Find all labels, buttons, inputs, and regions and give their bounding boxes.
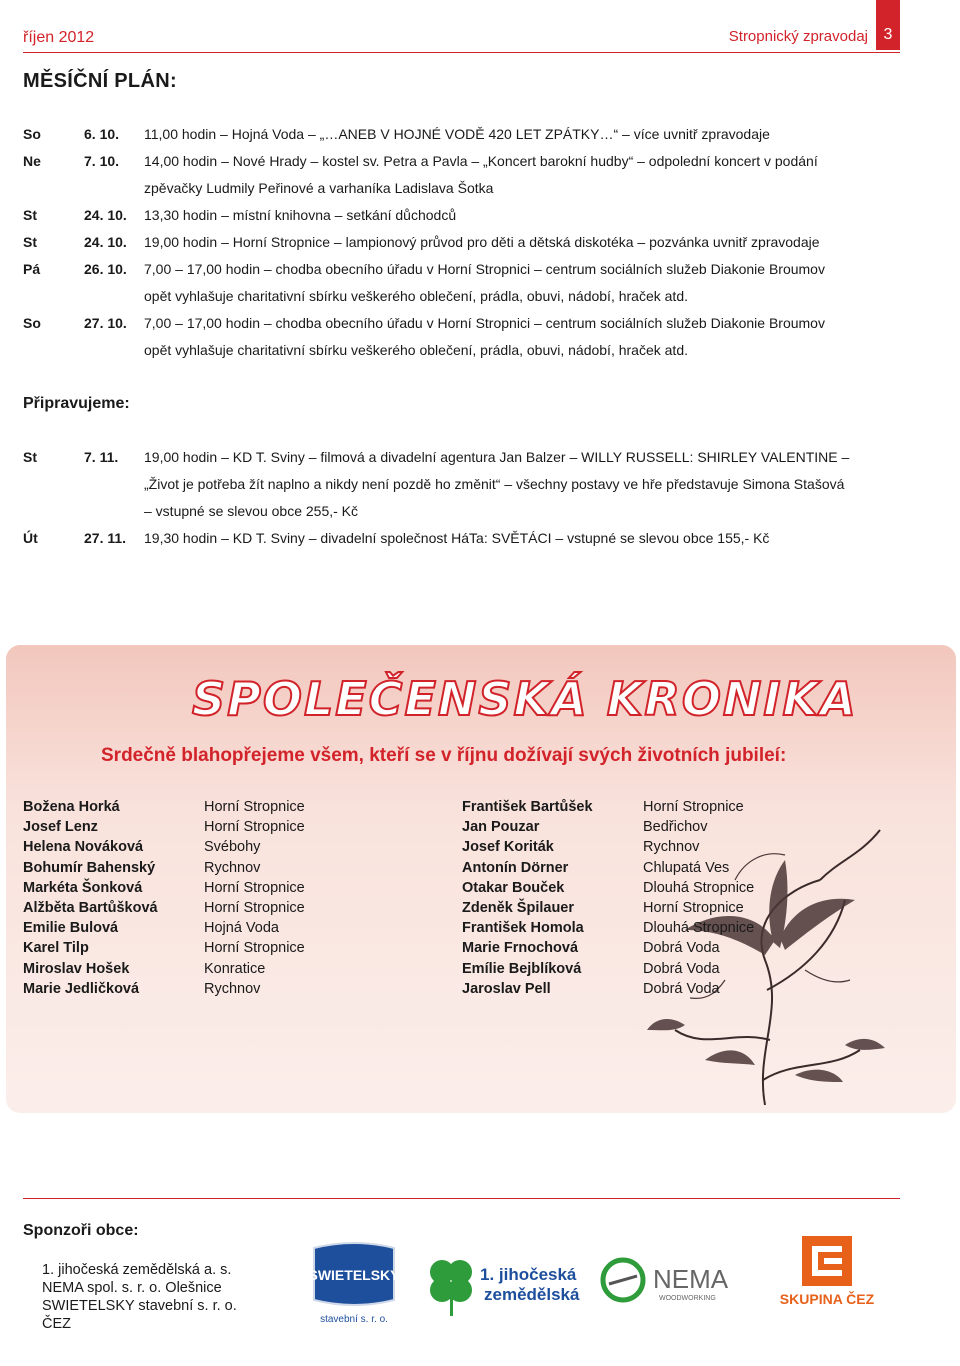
- jubilant-place: Hojná Voda: [204, 920, 279, 937]
- schedule-text: 7,00 – 17,00 hodin – chodba obecního úřadu v Horní Stropnici – centrum sociálních služeb Diakonie Broumov: [144, 261, 825, 277]
- jubilant-name: Bohumír Bahenský: [23, 859, 156, 876]
- schedule-row: [23, 310, 903, 364]
- jubilant-name: František Bartůšek: [462, 799, 593, 815]
- schedule-row: [23, 256, 903, 310]
- jubilant-name: Božena Horká: [23, 799, 120, 815]
- schedule-text: 19,00 hodin – KD T. Sviny – filmová a divadelní agentura Jan Balzer – WILLY RUSSELL: SHIRLEY VALENTINE –: [144, 449, 850, 465]
- jubilant-place: Horní Stropnice: [204, 799, 305, 815]
- jubilant-place: Rychnov: [204, 859, 261, 876]
- schedule-text: „Život je potřeba žít naplno a nikdy není pozdě ho změnit“ – všechny postavy ve hře představuje Simona Stašová: [144, 476, 845, 492]
- monthly-plan-list: [23, 121, 903, 364]
- schedule-day: Út: [23, 530, 38, 546]
- upcoming-list: [23, 444, 903, 552]
- jubilant-name: Helena Nováková: [23, 839, 144, 856]
- schedule-date: 7. 10.: [84, 153, 120, 169]
- jubilant-place: Horní Stropnice: [204, 900, 305, 916]
- jubilant-name: Antonín Dörner: [462, 859, 569, 876]
- schedule-text: opět vyhlašuje charitativní sbírku veškerého oblečení, prádla, obuvi, nádobí, hraček atd.: [144, 288, 688, 304]
- schedule-text: opět vyhlašuje charitativní sbírku veškerého oblečení, prádla, obuvi, nádobí, hraček atd.: [144, 342, 688, 358]
- jubilant-name: Marie Frnochová: [462, 940, 579, 957]
- schedule-day: So: [23, 315, 41, 331]
- schedule-day: St: [23, 234, 37, 250]
- publication-name: Stropnický zpravodaj: [728, 28, 868, 45]
- jubilant-name: Emilie Bulová: [23, 920, 119, 937]
- swietelsky-sub: stavební s. r. o.: [320, 1314, 388, 1325]
- swietelsky-logo: [306, 1238, 402, 1330]
- jubilant-place: Rychnov: [204, 980, 261, 997]
- schedule-date: 26. 10.: [84, 261, 127, 277]
- jubilant-place: Rychnov: [643, 839, 700, 856]
- sponsor-item: 1. jihočeská zemědělská a. s.: [42, 1262, 232, 1278]
- schedule-text: 7,00 – 17,00 hodin – chodba obecního úřadu v Horní Stropnici – centrum sociálních služeb Diakonie Broumov: [144, 315, 825, 331]
- jubilant-place: Dobrá Voda: [643, 980, 720, 997]
- schedule-row: [23, 525, 903, 552]
- jubilant-name: Alžběta Bartůšková: [23, 900, 158, 916]
- jubilant-name: Josef Lenz: [23, 819, 98, 836]
- jubilant-name: Markéta Šonková: [23, 879, 143, 896]
- schedule-date: 27. 10.: [84, 315, 127, 331]
- jubilant-name: Zdeněk Špilauer: [462, 900, 575, 916]
- sponsor-item: SWIETELSKY stavební s. r. o.: [42, 1298, 237, 1314]
- kronika-subtitle: Srdečně blahopřejeme všem, kteří se v říjnu dožívají svých životních jubileí:: [101, 745, 787, 766]
- jubilant-name: Jaroslav Pell: [462, 980, 551, 997]
- jubilant-name: Karel Tilp: [23, 940, 89, 957]
- schedule-text: 13,30 hodin – místní knihovna – setkání důchodců: [144, 207, 457, 223]
- schedule-day: St: [23, 449, 37, 465]
- jubilant-place: Horní Stropnice: [643, 900, 744, 916]
- swietelsky-name: SWIETELSKY: [308, 1267, 400, 1283]
- clover-icon: [430, 1260, 472, 1316]
- jubilant-place: Dobrá Voda: [643, 940, 720, 957]
- issue-date: říjen 2012: [23, 29, 95, 46]
- jubilant-place: Chlupatá Ves: [643, 859, 730, 876]
- jihoceska-line1: 1. jihočeská: [480, 1265, 577, 1284]
- schedule-day: Ne: [23, 153, 41, 169]
- schedule-text: zpěvačky Ludmily Peřinové a varhaníka Ladislava Šotka: [144, 180, 494, 196]
- schedule-date: 24. 10.: [84, 207, 127, 223]
- jubilant-place: Dlouhá Stropnice: [643, 879, 755, 896]
- schedule-row: [23, 121, 903, 148]
- schedule-text: – vstupné se slevou obce 255,- Kč: [144, 503, 359, 519]
- schedule-day: So: [23, 126, 41, 142]
- jubilant-name: Otakar Bouček: [462, 879, 565, 896]
- jihoceska-zemedelska-logo: [424, 1252, 584, 1318]
- jubilant-name: Emílie Bejblíková: [462, 960, 582, 977]
- jubilant-place: Svébohy: [204, 839, 261, 856]
- schedule-row: [23, 148, 903, 202]
- schedule-date: 27. 11.: [84, 530, 127, 546]
- schedule-row: [23, 229, 903, 256]
- schedule-date: 7. 11.: [84, 449, 119, 465]
- schedule-text: 14,00 hodin – Nové Hrady – kostel sv. Petra a Pavla – „Koncert barokní hudby“ – odpolední koncert v podání: [144, 153, 818, 169]
- sponsors-list: [42, 1261, 237, 1333]
- schedule-date: 6. 10.: [84, 126, 120, 142]
- jubilant-name: Josef Koriták: [462, 839, 554, 856]
- jubilant-place: Dobrá Voda: [643, 960, 720, 977]
- jihoceska-line2: zemědělská: [484, 1285, 580, 1304]
- jubilant-place: Horní Stropnice: [643, 799, 744, 815]
- jubilant-name: František Homola: [462, 920, 584, 937]
- schedule-text: 11,00 hodin – Hojná Voda – „…ANEB V HOJNÉ VODĚ 420 LET ZPÁTKY…“ – více uvnitř zpravodaje: [144, 126, 770, 142]
- schedule-row: [23, 444, 903, 525]
- schedule-day: Pá: [23, 261, 41, 277]
- schedule-text: 19,30 hodin – KD T. Sviny – divadelní společnost HáTa: SVĚTÁCI – vstupné se slevou obce 155,- Kč: [144, 530, 770, 546]
- schedule-date: 24. 10.: [84, 234, 127, 250]
- cez-name: SKUPINA ČEZ: [779, 1291, 875, 1307]
- schedule-day: St: [23, 207, 37, 223]
- page-number: 3: [876, 0, 900, 50]
- jubilant-place: Dlouhá Stropnice: [643, 920, 755, 937]
- cez-logo: [772, 1236, 882, 1310]
- monthly-plan-title: MĚSÍČNÍ PLÁN:: [23, 70, 177, 92]
- jubilant-name: Miroslav Hošek: [23, 960, 130, 977]
- upcoming-title: Připravujeme:: [23, 395, 130, 412]
- schedule-text: 19,00 hodin – Horní Stropnice – lampionový průvod pro děti a dětská diskotéka – pozvánka uvnitř zpravodaje: [144, 234, 820, 250]
- nema-logo: [597, 1254, 753, 1310]
- jubilant-place: Horní Stropnice: [204, 819, 305, 836]
- sponsor-item: ČEZ: [42, 1316, 71, 1332]
- sponsors-title: Sponzoři obce:: [23, 1222, 139, 1239]
- jubilant-name: Marie Jedličková: [23, 980, 140, 997]
- sponsors-divider: [23, 1198, 900, 1199]
- jubilant-place: Horní Stropnice: [204, 940, 305, 957]
- nema-sub: WOODWORKING: [659, 1295, 716, 1302]
- nema-name: NEMA: [653, 1264, 729, 1294]
- jubilant-name: Jan Pouzar: [462, 819, 540, 836]
- header-divider: [23, 52, 900, 53]
- jubilant-place: Horní Stropnice: [204, 879, 305, 896]
- kronika-title: SPOLEČENSKÁ KRONIKA: [192, 672, 858, 726]
- jubilant-place: Konratice: [204, 960, 266, 977]
- schedule-row: [23, 202, 903, 229]
- jubilant-place: Bedřichov: [643, 819, 708, 836]
- sponsor-item: NEMA spol. s. r. o. Olešnice: [42, 1280, 222, 1296]
